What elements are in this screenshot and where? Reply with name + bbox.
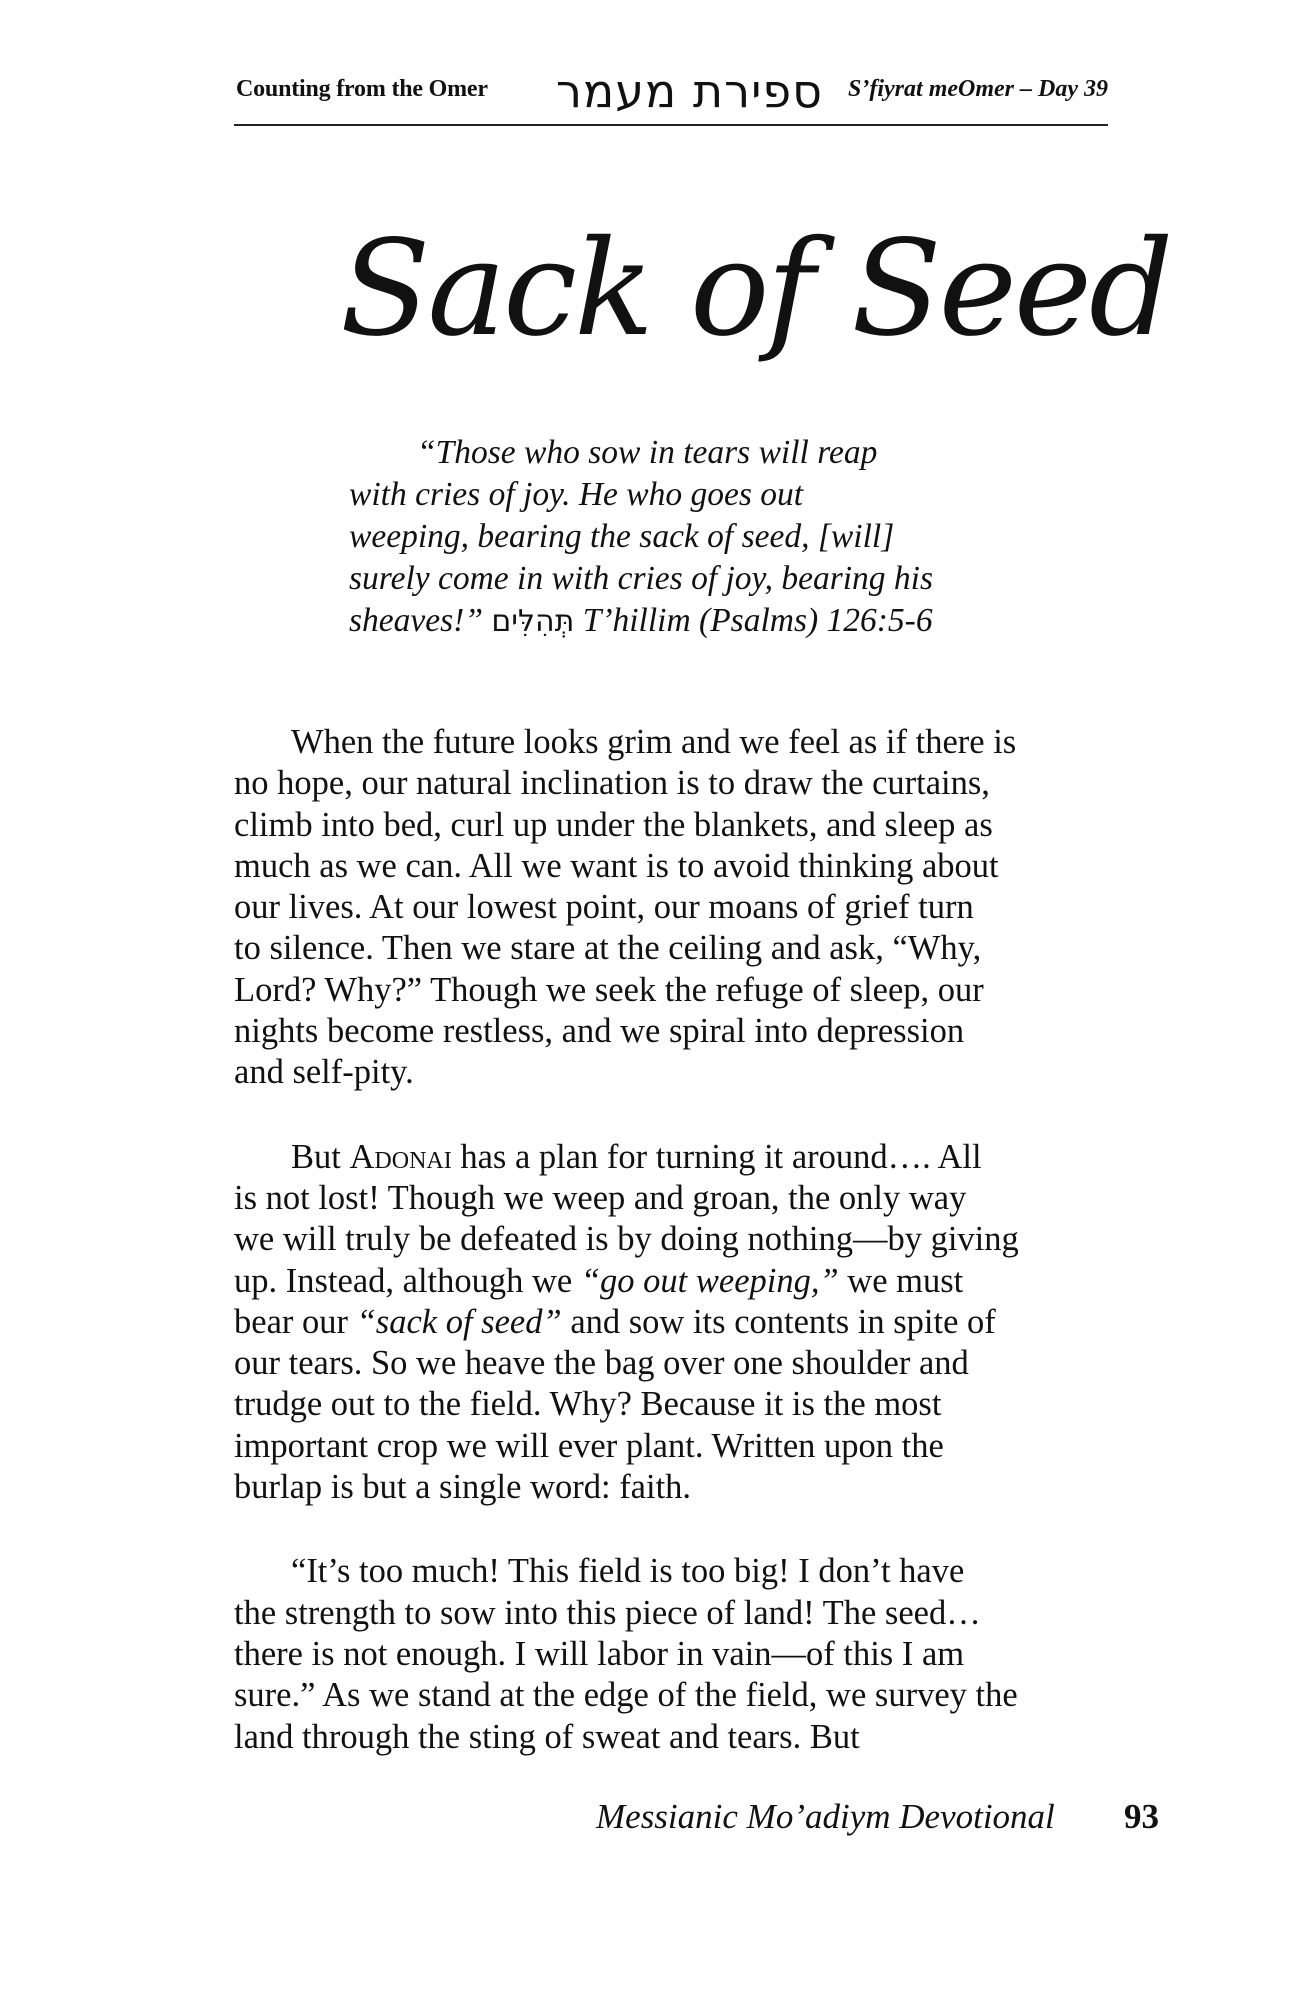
text-line bbox=[234, 1137, 1114, 1178]
header-hebrew-title: ספירת מעמר bbox=[556, 64, 823, 118]
quote-line-reference bbox=[349, 600, 1009, 643]
text-line: climb into bed, curl up under the blankets, and sleep as bbox=[234, 805, 993, 844]
text-line: sure.” As we stand at the edge of the field, we survey the bbox=[234, 1676, 1018, 1715]
text-line: is not lost! Though we weep and groan, the only way bbox=[234, 1178, 967, 1217]
divine-name: Adonai bbox=[349, 1137, 452, 1176]
text-line: there is not enough. I will labor in vain—of this I am bbox=[234, 1634, 965, 1673]
chapter-title-text: Sack of Seed bbox=[340, 212, 1171, 366]
text-line: and self-pity. bbox=[234, 1053, 414, 1092]
text-fragment: and sow its contents in spite of bbox=[561, 1302, 996, 1341]
text-line: the strength to sow into this piece of land! The seed… bbox=[234, 1593, 981, 1632]
text-line: our tears. So we heave the bag over one shoulder and bbox=[234, 1344, 969, 1383]
paragraph-3 bbox=[234, 1551, 1114, 1757]
paragraph-1 bbox=[234, 722, 1114, 1094]
text-line: burlap is but a single word: faith. bbox=[234, 1468, 692, 1507]
header-section-title: Counting from the Omer bbox=[236, 76, 488, 102]
text-fragment: bear our bbox=[234, 1302, 357, 1341]
text-fragment: has a plan for turning it around…. All bbox=[451, 1137, 982, 1176]
quote-line: with cries of joy. He who goes out bbox=[349, 476, 804, 513]
text-line: we will truly be defeated is by doing nothing—by giving bbox=[234, 1220, 1019, 1259]
text-line: “It’s too much! This field is too big! I don’t have bbox=[291, 1552, 965, 1591]
paragraph-2 bbox=[234, 1137, 1114, 1509]
text-line: to silence. Then we stare at the ceiling and ask, “Why, bbox=[234, 929, 982, 968]
hebrew-book-name: תְּהִלִּים bbox=[491, 604, 575, 639]
text-line bbox=[234, 1261, 1114, 1302]
text-line: When the future looks grim and we feel as if there is bbox=[291, 723, 1017, 761]
text-line: Lord? Why?” Though we seek the refuge of sleep, our bbox=[234, 970, 984, 1009]
quote-line: surely come in with cries of joy, bearing his bbox=[349, 560, 934, 597]
scripture-quote bbox=[349, 432, 1009, 643]
quote-line: weeping, bearing the sack of seed, [will] bbox=[349, 518, 895, 555]
text-line: nights become restless, and we spiral into depression bbox=[234, 1012, 965, 1051]
text-fragment: But bbox=[291, 1137, 350, 1176]
text-line: important crop we will ever plant. Written upon the bbox=[234, 1426, 944, 1465]
text-line: trudge out to the field. Why? Because it is the most bbox=[234, 1385, 942, 1424]
quote-line-start: sheaves!” bbox=[349, 602, 492, 639]
book-title: Messianic Mo’adiym Devotional bbox=[596, 1797, 1055, 1836]
quoted-phrase: “go out weeping,” bbox=[580, 1261, 839, 1300]
page-number: 93 bbox=[1124, 1797, 1159, 1836]
chapter-title bbox=[340, 170, 1171, 400]
running-header bbox=[234, 64, 1108, 126]
quoted-phrase: “sack of seed” bbox=[356, 1302, 562, 1341]
text-line bbox=[234, 1302, 1114, 1343]
text-line: our lives. At our lowest point, our moans of grief turn bbox=[234, 888, 974, 927]
scripture-reference: T’hillim (Psalms) 126:5-6 bbox=[574, 602, 933, 639]
quote-line: “Those who sow in tears will reap bbox=[417, 434, 878, 471]
body-text bbox=[234, 722, 1114, 1801]
text-fragment: up. Instead, although we bbox=[234, 1261, 581, 1300]
header-day-label: S’fiyrat meOmer – Day 39 bbox=[848, 76, 1108, 102]
text-line: land through the sting of sweat and tears. But bbox=[234, 1717, 860, 1756]
text-fragment: we must bbox=[838, 1261, 964, 1300]
text-line: no hope, our natural inclination is to draw the curtains, bbox=[234, 764, 990, 803]
text-line: much as we can. All we want is to avoid thinking about bbox=[234, 846, 999, 885]
